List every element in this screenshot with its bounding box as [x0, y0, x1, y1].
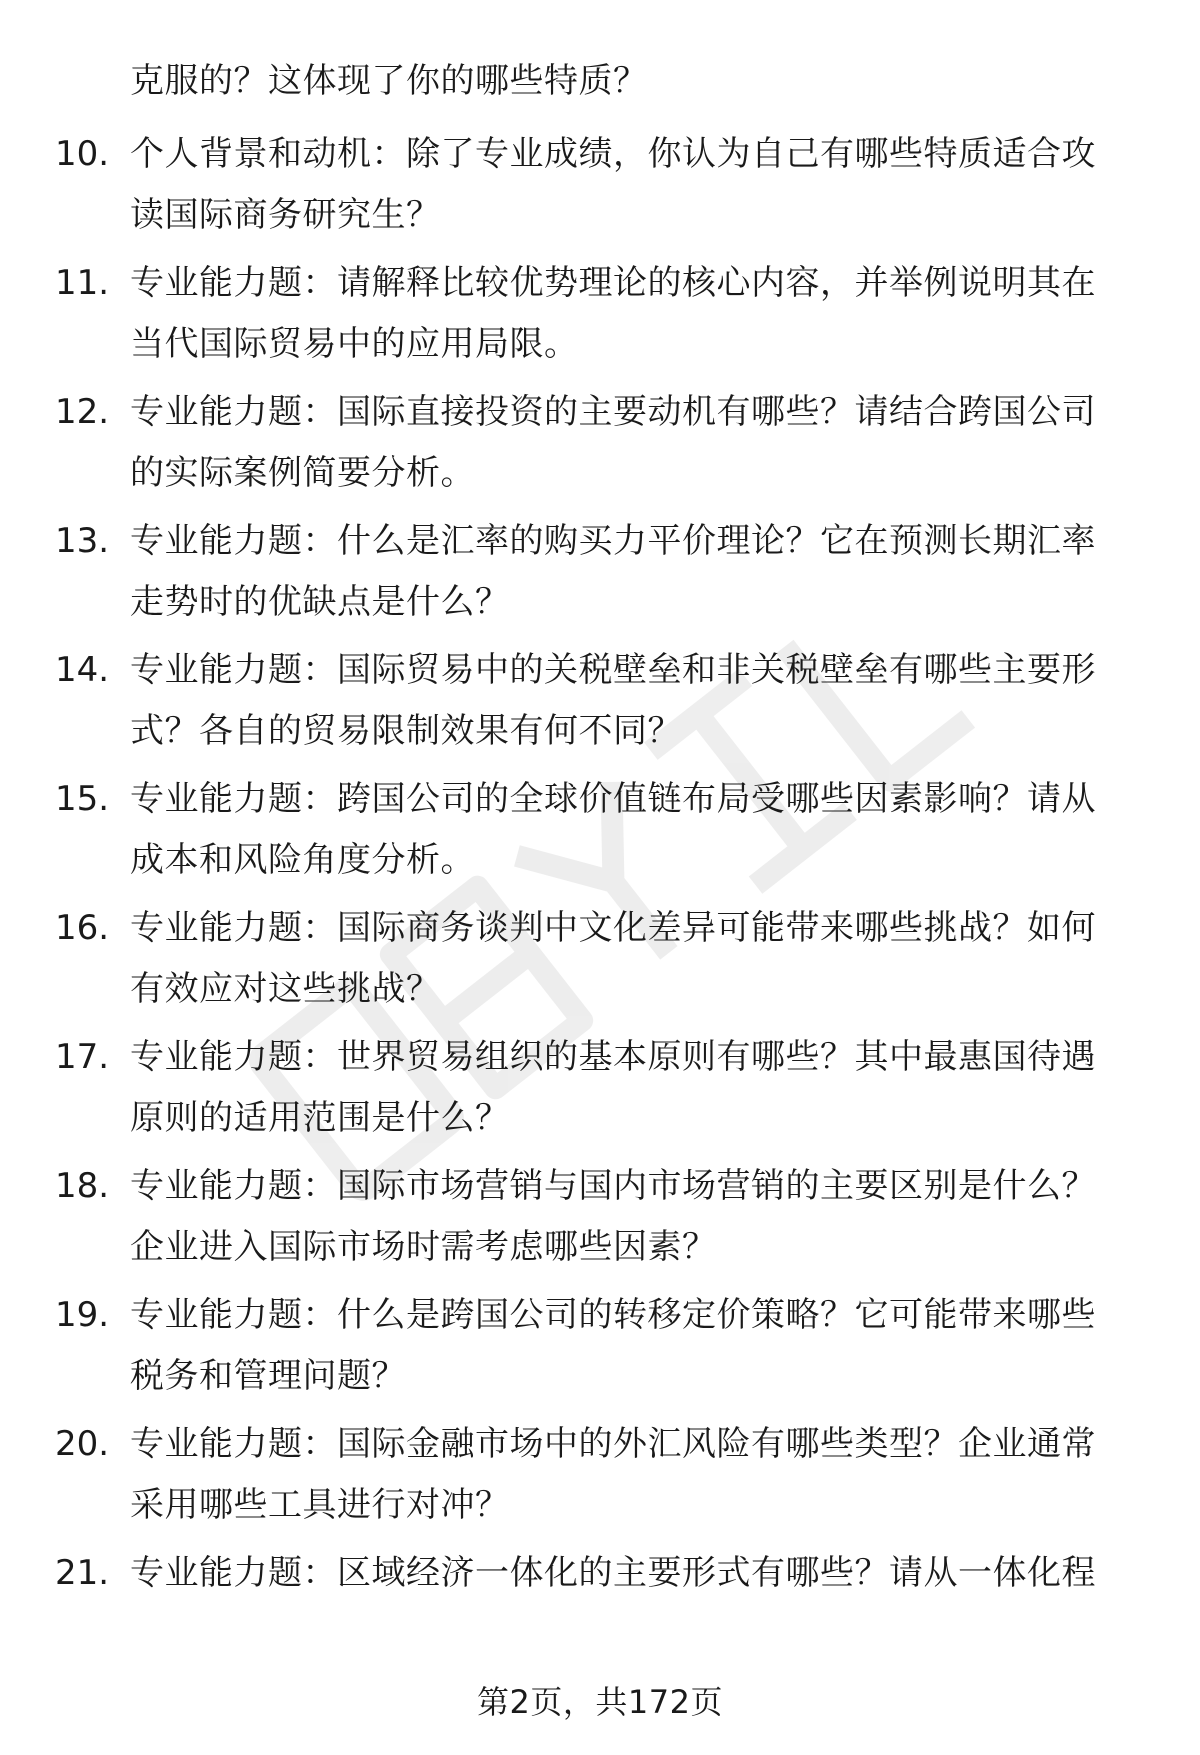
- item-text-line2: 成本和风险角度分析。: [130, 840, 475, 880]
- item-text-line1: 专业能力题：国际市场营销与国内市场营销的主要区别是什么？: [130, 1166, 1096, 1206]
- item-number: 20.: [55, 1424, 110, 1464]
- page-number-footer: 第2页，共172页: [477, 1683, 723, 1721]
- item-text-line1: 专业能力题：国际金融市场中的外汇风险有哪些类型？企业通常: [130, 1424, 1096, 1464]
- item-text-line1: 专业能力题：什么是跨国公司的转移定价策略？它可能带来哪些: [130, 1295, 1096, 1335]
- item-number: 11.: [55, 263, 110, 303]
- item-text-line2: 式？各自的贸易限制效果有何不同？: [130, 711, 682, 751]
- item-text-line1: 专业能力题：区域经济一体化的主要形式有哪些？请从一体化程: [130, 1553, 1096, 1593]
- item-number: 13.: [55, 521, 110, 561]
- item-number: 16.: [55, 908, 110, 948]
- item-number: 14.: [55, 650, 110, 690]
- item-text-line2: 有效应对这些挑战？: [130, 969, 441, 1009]
- item-text-line1: 专业能力题：什么是汇率的购买力平价理论？它在预测长期汇率: [130, 521, 1096, 561]
- item-number: 21.: [55, 1553, 110, 1593]
- item-text-line1: 专业能力题：国际贸易中的关税壁垒和非关税壁垒有哪些主要形: [130, 650, 1096, 690]
- item-text-line2: 当代国际贸易中的应用局限。: [130, 324, 579, 364]
- item-text-line1: 个人背景和动机：除了专业成绩，你认为自己有哪些特质适合攻: [130, 134, 1096, 174]
- item-text-line2: 企业进入国际市场时需考虑哪些因素？: [130, 1227, 717, 1267]
- item-text-line2: 采用哪些工具进行对冲？: [130, 1485, 510, 1525]
- item-text-line1: 专业能力题：跨国公司的全球价值链布局受哪些因素影响？请从: [130, 779, 1096, 819]
- item-text-line2: 税务和管理问题？: [130, 1356, 406, 1396]
- item-text-line1: 专业能力题：请解释比较优势理论的核心内容，并举例说明其在: [130, 263, 1096, 303]
- item-number: 17.: [55, 1037, 110, 1077]
- item-number: 18.: [55, 1166, 110, 1206]
- item-text-line1: 专业能力题：世界贸易组织的基本原则有哪些？其中最惠国待遇: [130, 1037, 1096, 1077]
- item-number: 10.: [55, 134, 110, 174]
- item-text-line2: 原则的适用范围是什么？: [130, 1098, 510, 1138]
- item-number: 19.: [55, 1295, 110, 1335]
- item-text-line1: 专业能力题：国际商务谈判中文化差异可能带来哪些挑战？如何: [130, 908, 1096, 948]
- item-text-line2: 的实际案例简要分析。: [130, 453, 475, 493]
- item-text-line2: 读国际商务研究生？: [130, 195, 441, 235]
- item-text-line1: 专业能力题：国际直接投资的主要动机有哪些？请结合跨国公司: [130, 392, 1096, 432]
- item-text-line2: 走势时的优缺点是什么？: [130, 582, 510, 622]
- item-number: 15.: [55, 779, 110, 819]
- continuation-text: 克服的？这体现了你的哪些特质？: [130, 61, 648, 101]
- item-number: 12.: [55, 392, 110, 432]
